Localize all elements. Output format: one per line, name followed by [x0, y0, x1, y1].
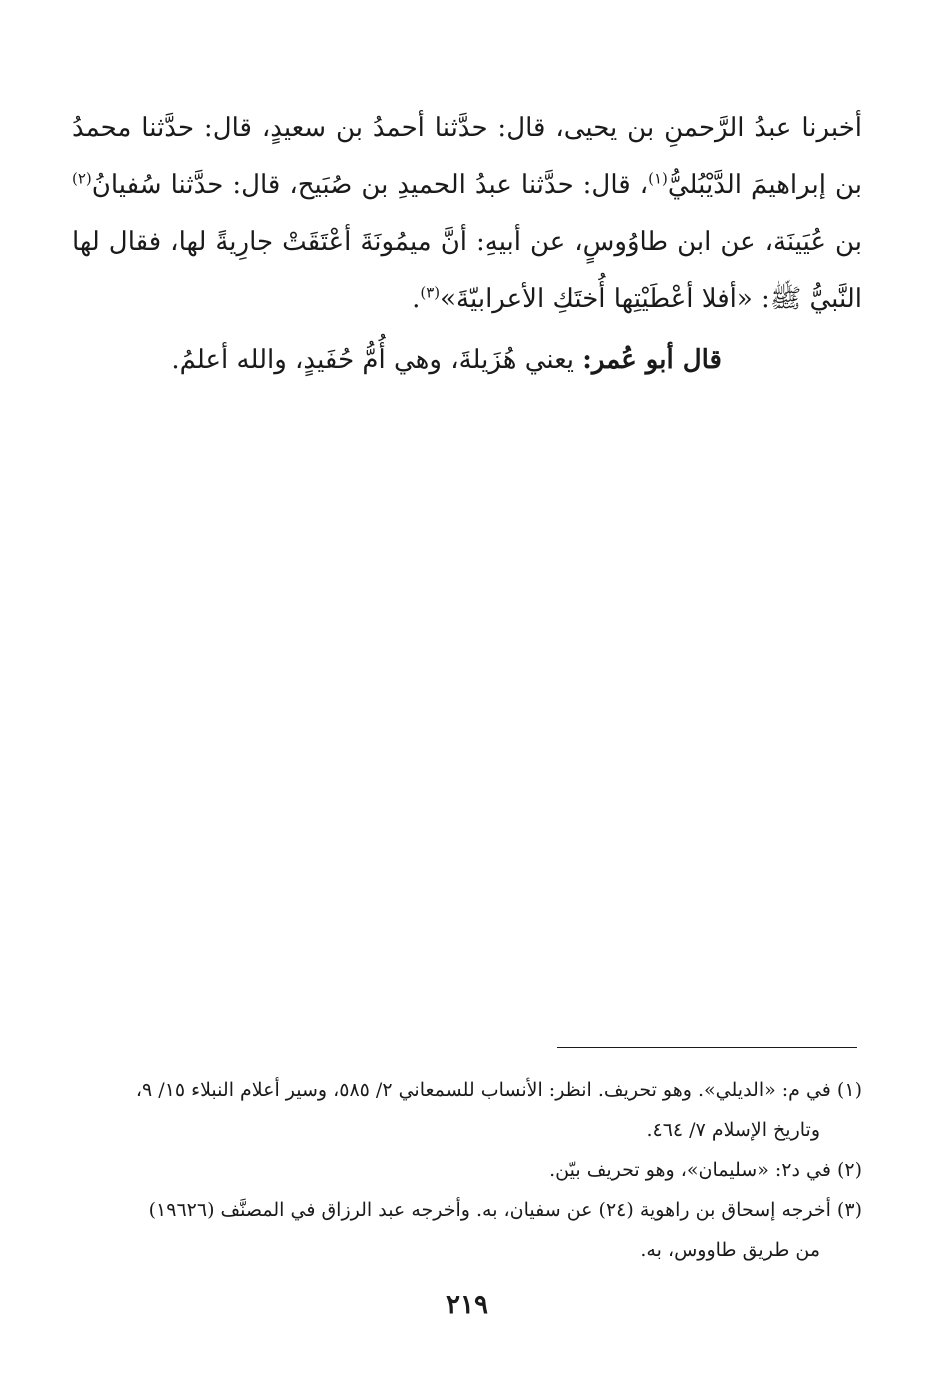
- commentary-paragraph: [72, 332, 862, 389]
- text-segment: أخبرنا عبدُ الرَّحمنِ بن يحيى، قال: حدَّثنا أحمدُ بن سعيدٍ، قال: حدَّثنا محمدُ بن إبراهيمَ الدَّيْبُليُّ: [72, 113, 862, 200]
- footnote-2-line-1: (٢) في د٢: «سليمان»، وهو تحريف بيّن.: [549, 1159, 862, 1181]
- footnote-ref-3[interactable]: (٣): [420, 283, 441, 302]
- footnote-1: [72, 1070, 862, 1150]
- footnote-ref-1[interactable]: (١): [648, 169, 668, 188]
- footnote-divider: [557, 1047, 857, 1048]
- footnotes: [72, 1070, 862, 1270]
- hadith-paragraph: [72, 100, 862, 328]
- text-segment: .: [412, 284, 421, 314]
- page-number: ٢١٩: [446, 1290, 488, 1320]
- text-segment: ، قال: حدَّثنا عبدُ الحميدِ بن صُبَيح، قال: حدَّثنا سُفيانُ: [91, 170, 649, 200]
- text-segment: بن عُيَينَة، عن ابن طاوُوسٍ، عن أبيهِ: أنَّ ميمُونَةَ أعْتَقَتْ جارِيةً لها، فقال لها النَّبيُّ ﷺ: «أفلا أعْطَيْتِها أُختَكِ الأعرابيّةَ»: [72, 227, 862, 314]
- footnote-1-line-2: وتاريخ الإسلام ٧/ ٤٦٤.: [646, 1119, 820, 1141]
- commentary-text: يعني هُزَيلةَ، وهي أُمُّ حُفَيدٍ، والله أعلمُ.: [171, 345, 583, 375]
- footnote-3: [72, 1190, 862, 1270]
- footnote-ref-2[interactable]: (٢): [72, 169, 92, 188]
- footnote-2: [72, 1150, 862, 1190]
- footnote-1-line-1: (١) في م: «الديلي». وهو تحريف. انظر: الأنساب للسمعاني ٢/ ٥٨٥، وسير أعلام النبلاء ١٥/ ٩،: [135, 1079, 862, 1101]
- speaker-label: قال أبو عُمر:: [582, 345, 722, 375]
- main-text: [72, 100, 862, 389]
- footnote-3-line-2: من طريق طاووس، به.: [640, 1239, 820, 1261]
- footnote-3-line-1: (٣) أخرجه إسحاق بن راهوية (٢٤) عن سفيان، به. وأخرجه عبد الرزاق في المصنَّف (١٩٦٢٦): [148, 1199, 862, 1221]
